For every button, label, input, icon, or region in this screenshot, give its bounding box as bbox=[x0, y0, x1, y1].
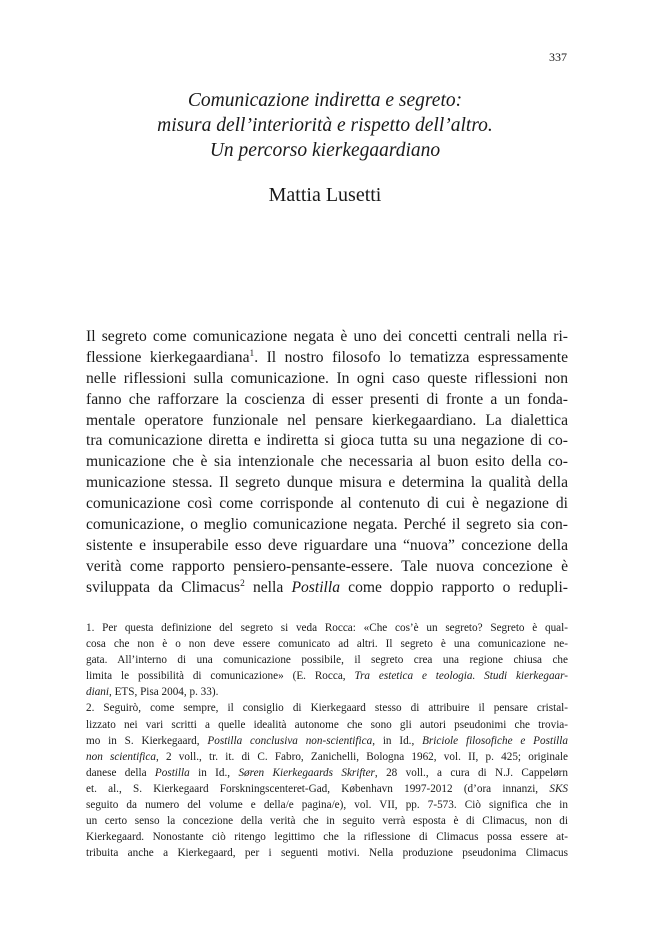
book-title: Briciole filosofiche e Postilla bbox=[422, 734, 568, 747]
footnote-line: lizzato nei vari scritti a quelle idealità autonome che sono gli autori pseudonimi che trovia- bbox=[86, 718, 568, 731]
footnotes bbox=[86, 620, 568, 861]
footnote-line: cosa che non è o non deve essere comunicato ad altri. Il segreto è una comunicazione ne- bbox=[86, 638, 568, 651]
footnote-text-run: , in Id., bbox=[372, 734, 423, 747]
footnote-text-run: , 2 voll., tr. it. di C. Fabro, Zanichelli, Bologna 1962, vol. II, p. 425; originale bbox=[155, 750, 569, 763]
body-text-run: . Il nostro filosofo lo tematizza espressamente bbox=[254, 348, 568, 366]
book-title: non scientifica bbox=[86, 750, 156, 763]
page-number: 337 bbox=[549, 50, 567, 64]
book-title: diani bbox=[86, 686, 109, 699]
body-line: comunicazione, o meglio comunicazione negata. Perché il segreto sia con- bbox=[86, 516, 568, 534]
footnote-text-run: danese della bbox=[86, 766, 155, 779]
body-line: tra comunicazione diretta e indiretta si gioca tutta su una negazione di co- bbox=[86, 432, 568, 450]
body-text-run: sviluppata da Climacus bbox=[86, 578, 241, 596]
body-line: verità come rapporto pensiero-pensante-essere. Tale nuova concezione è bbox=[86, 557, 568, 575]
body-line: comunicazione così come corrisponde al contenuto di cui è negazione di bbox=[86, 495, 568, 513]
body-text-run: flessione kierkegaardiana bbox=[86, 348, 250, 366]
book-title: Søren Kierkegaards Skrifter bbox=[238, 766, 375, 779]
body-line: nelle riflessioni sulla comunicazione. In ogni caso queste riflessioni non bbox=[86, 369, 568, 387]
footnote-line bbox=[86, 781, 568, 797]
footnote-text-run: , 28 voll., a cura di N.J. Cappelørn bbox=[374, 766, 569, 779]
title-line-3: Un percorso kierkegaardiano bbox=[209, 140, 441, 161]
footnote-line: gata. All’interno di una comunicazione possibile, il segreto crea una regione chiusa che bbox=[86, 654, 568, 667]
title-line-2: misura dell’interiorità e rispetto dell’altro. bbox=[157, 115, 493, 136]
body-line: fanno che rafforzare la coscienza di esser presenti di fronte a un fonda- bbox=[86, 390, 568, 408]
footnote-line bbox=[86, 749, 568, 765]
footnote-text-run: et. al., S. Kierkegaard Forskningscenteret-Gad, København 1997-2012 (d’ora innanzi, bbox=[86, 782, 550, 795]
footnote-text-run: , ETS, Pisa 2004, p. 33). bbox=[109, 686, 219, 699]
body-text-run: come doppio rapporto o redupli- bbox=[340, 578, 568, 596]
footnote-line bbox=[86, 733, 568, 749]
footnote-line: un certo senso la concezione della verità che in seguito verrà esposta è di Climacus, non di bbox=[86, 815, 568, 828]
book-title: Postilla bbox=[291, 578, 340, 596]
book-title: Postilla conclusiva non-scientifica bbox=[207, 734, 373, 747]
footnote-line bbox=[86, 765, 568, 781]
book-title: Tra estetica e teologia. Studi kierkegaar- bbox=[354, 670, 568, 683]
book-title: Postilla bbox=[154, 766, 190, 779]
footnote-ref-2: 2 bbox=[240, 578, 245, 589]
footnote-ref-1: 1 bbox=[249, 348, 255, 359]
footnote-line bbox=[86, 684, 568, 700]
title-line-1: Comunicazione indiretta e segreto: bbox=[187, 90, 463, 111]
footnote-line: tribuita anche a Kierkegaard, per i seguenti motivi. Nella produzione pseudonima Climacus bbox=[86, 847, 568, 860]
footnote-line: 1. Per questa definizione del segreto si veda Rocca: «Che cos’è un segreto? Segreto è qual- bbox=[86, 622, 568, 634]
footnote-text-run: in Id., bbox=[189, 766, 239, 779]
abbreviation: SKS bbox=[549, 782, 568, 795]
author-name: Mattia Lusetti bbox=[268, 184, 382, 206]
body-paragraph bbox=[86, 327, 568, 599]
body-line: municazione stessa. Il segreto dunque misura e determina la qualità della bbox=[86, 474, 568, 492]
footnote-line: 2. Seguirò, come sempre, il consiglio di Kierkegaard stesso di attribuire il pensare cristal- bbox=[86, 702, 568, 715]
footnote-text-run: mo in S. Kierkegaard, bbox=[86, 734, 208, 747]
body-line bbox=[86, 578, 568, 599]
body-line: Il segreto come comunicazione negata è uno dei concetti centrali nella ri- bbox=[86, 328, 568, 345]
footnote-line: Kierkegaard. Nonostante ciò ritengo legittimo che la riflessione di Climacus possa essere at- bbox=[86, 831, 568, 844]
body-line: municazione che è sia intenzionale che necessaria al buon esito della co- bbox=[86, 453, 568, 471]
footnote-text-run: limita le possibilità di comunicazione» (E. Rocca, bbox=[86, 670, 355, 683]
article-title bbox=[0, 88, 650, 163]
body-text-run: nella bbox=[244, 578, 292, 596]
body-line: sistente e insuperabile esso deve riguardare una “nuova” concezione della bbox=[86, 536, 568, 554]
body-line: mentale operatore funzionale nel pensare kierkegaardiano. La dialettica bbox=[86, 411, 568, 429]
footnote-line bbox=[86, 668, 568, 684]
footnote-line: seguito da numero del volume e della/e pagina/e), vol. VII, pp. 7-573. Ciò significa che in bbox=[86, 799, 568, 812]
body-line bbox=[86, 348, 568, 369]
